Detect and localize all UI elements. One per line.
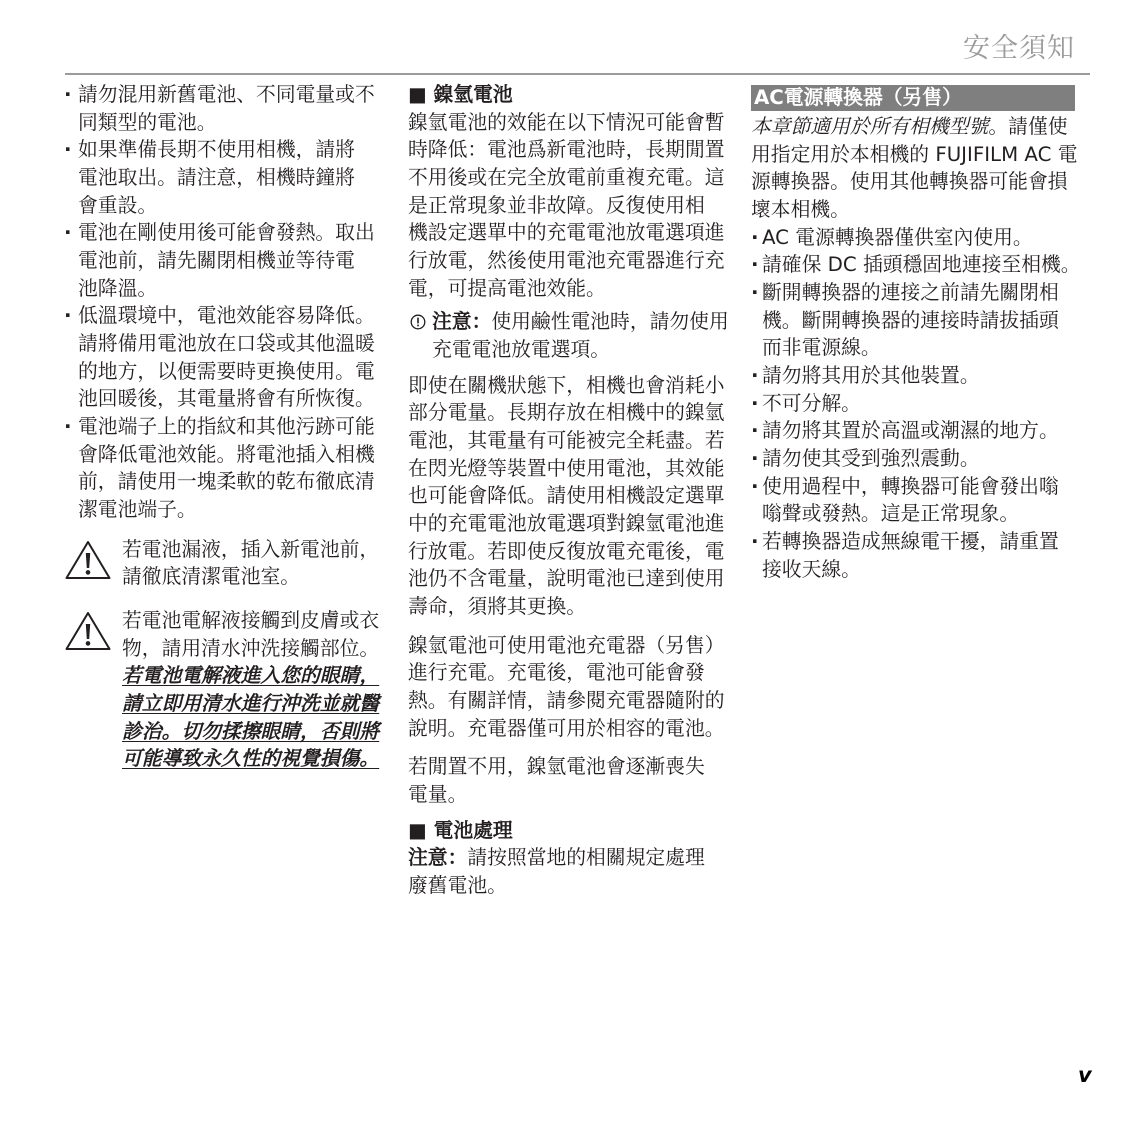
- caution-icon: [408, 308, 432, 363]
- list-item-text: · 請勿將其置於高溫或潮濕的地方。: [762, 419, 1059, 443]
- ac-adapter-intro: [751, 113, 1078, 224]
- disposal-note-text: 請按照當地的相關規定處理 廢舊電池。: [408, 846, 705, 898]
- list-item-text: · 請勿混用新舊電池、不同電量或不 同類型的電池。: [78, 83, 375, 134]
- ac-adapter-intro-italic: 本章節適用於所有相機型號: [751, 115, 989, 138]
- list-item: [751, 362, 1078, 390]
- page-number: v: [1078, 1063, 1092, 1087]
- list-item: [751, 473, 1078, 528]
- list-item-text: · 電池在剛使用後可能會發熱。取出 電池前，請先關閉相機並等待電 池降溫。: [78, 221, 375, 300]
- list-item-text: · 請勿使其受到強烈震動。: [762, 447, 980, 471]
- section-heading-disposal: ■ 電池處理: [408, 818, 513, 842]
- disposal-note-label: 注意：: [408, 846, 468, 870]
- warning-text: 若電池漏液，插入新電池前， 請徹底清潔電池室。: [122, 537, 380, 589]
- list-item-text: · 使用過程中，轉換器可能會發出嗡 嗡聲或發熱。這是正常現象。: [762, 474, 1059, 526]
- list-item: [64, 81, 382, 136]
- list-item: [751, 417, 1078, 445]
- list-item-text: · 不可分解。: [762, 391, 861, 415]
- disposal-note: [408, 844, 730, 899]
- list-item-text: · 請確保 DC 插頭穩固地連接至相機。: [762, 253, 1081, 277]
- list-item: [64, 219, 382, 302]
- paragraph: 若閒置不用，鎳氫電池會逐漸喪失 電量。: [408, 755, 705, 807]
- list-item-text: · AC 電源轉換器僅供室內使用。: [762, 225, 1033, 249]
- column-middle: [408, 81, 730, 900]
- caution-note-body: [432, 308, 729, 363]
- list-item-text: · 低溫環境中，電池效能容易降低。 請將備用電池放在口袋或其他溫暖 的地方，以便需要時更換使用。電 池回暖後，其電量將會有所恢復。: [78, 304, 375, 411]
- warning-emphasis-text: 若電池電解液進入您的眼睛， 請立即用清水進行沖洗並就醫 診治。切勿揉擦眼睛，否則將 可能導致永久性的視覺損傷。: [122, 664, 380, 771]
- warning-text-block: [122, 536, 379, 591]
- list-item-text: · 請勿將其用於其他裝置。: [762, 364, 980, 388]
- warning-text: 若電池電解液接觸到皮膚或衣 物，請用清水沖洗接觸部位。: [122, 609, 380, 660]
- warning-block: [64, 607, 382, 773]
- list-item-text: · 電池端子上的指紋和其他污跡可能 會降低電池效能。將電池插入相機 前，請使用一塊柔軟的乾布徹底清 潔電池端子。: [78, 415, 375, 522]
- warning-text-block: [122, 607, 379, 773]
- section-heading-ac-adapter: AC電源轉換器（另售）: [751, 85, 1075, 111]
- paragraph: 鎳氫電池可使用電池充電器（另售） 進行充電。充電後，電池可能會發 熱。有關詳情，請參閱充電器隨附的 說明。充電器僅可用於相容的電池。: [408, 633, 725, 740]
- paragraph: 鎳氫電池的效能在以下情況可能會暫 時降低：電池爲新電池時，長期閒置 不用後或在完全放電前重複充電。這 是正常現象並非故障。反復使用相 機設定選單中的充電電池放電選項進 行放電，然後使用電池充電器進行充 電，可提高電池效能。: [408, 110, 725, 300]
- ac-adapter-intro-text: 。請僅使 用指定用於本相機的 FUJIFILM AC 電 源轉換器。使用其他轉換器可能會損 壞本相機。: [751, 115, 1078, 222]
- section-title: 安全須知: [963, 33, 1075, 64]
- caution-note-label: 注意：: [432, 310, 492, 334]
- list-item: [751, 279, 1078, 362]
- list-item: [751, 390, 1078, 418]
- list-item: [64, 302, 382, 413]
- list-item: [64, 136, 382, 219]
- warning-triangle-icon: [64, 607, 122, 773]
- list-item-text: · 如果準備長期不使用相機，請將 電池取出。請注意，相機時鐘將 會重設。: [78, 138, 355, 217]
- warning-triangle-icon: [64, 536, 122, 591]
- list-item-text: · 斷開轉換器的連接之前請先關閉相 機。斷開轉換器的連接時請拔插頭 而非電源線。: [762, 281, 1059, 360]
- paragraph: 即使在關機狀態下，相機也會消耗小 部分電量。長期存放在相機中的鎳氫 電池，其電量有可能被完全耗盡。若 在閃光燈等裝置中使用電池，其效能 也可能會降低。請使用相機設定選單 中的充電電池放電選項對鎳氫電池進 行放電。若即使反復放電充電後，電 池仍不含電量，說明電池已達到使用 壽命，須將其更換。: [408, 373, 725, 619]
- caution-note-text: 使用鹼性電池時，請勿使用 充電電池放電選項。: [432, 310, 729, 362]
- header-divider: [65, 73, 1090, 75]
- list-item: [751, 528, 1078, 583]
- section-heading-nimh: ■ 鎳氫電池: [408, 83, 513, 106]
- warning-block: [64, 536, 382, 591]
- list-item: [64, 413, 382, 524]
- list-item: [751, 224, 1078, 252]
- column-right: [751, 85, 1081, 583]
- caution-note: [408, 308, 730, 363]
- list-item: [751, 445, 1078, 473]
- column-left: [64, 81, 382, 773]
- list-item: [751, 251, 1081, 279]
- list-item-text: · 若轉換器造成無線電干擾，請重置 接收天線。: [762, 530, 1059, 581]
